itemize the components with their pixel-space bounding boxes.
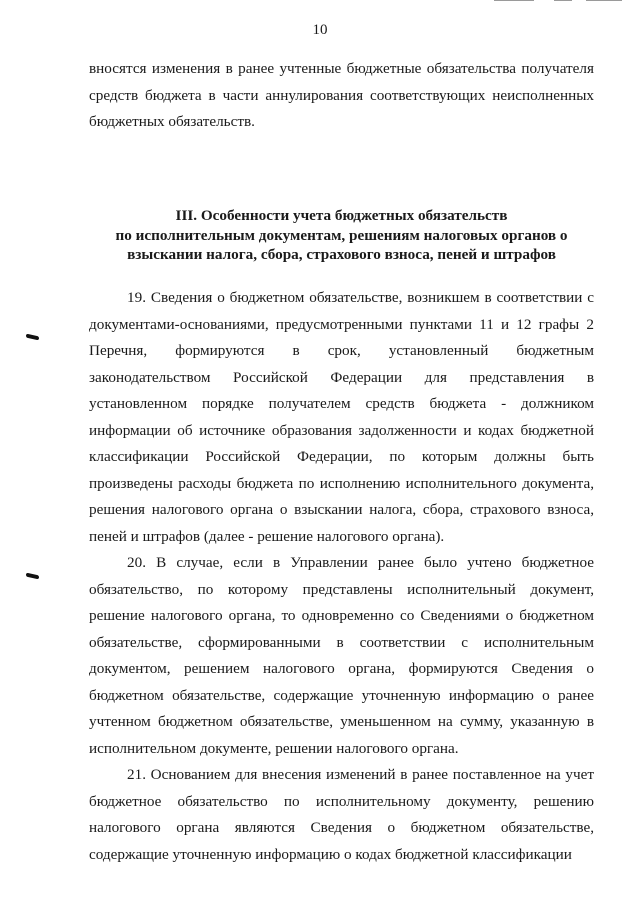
intro-paragraph: вносятся изменения в ранее учтенные бюджетные обязательства получателя средств бюджета в части аннулирования соответствующих неисполненных бюджетных обязательств. bbox=[89, 60, 594, 130]
binding-hole-mark bbox=[26, 573, 39, 580]
section-heading-line-1: III. Особенности учета бюджетных обязательств bbox=[175, 207, 508, 224]
page-number: 10 bbox=[312, 22, 328, 38]
paragraph-20: 20. В случае, если в Управлении ранее было учтено бюджетное обязательство, по которому представлены исполнительный документ, решение налогового органа, то одновременно со Сведениями о бюджетном обязательстве, сформированными в соответствии с исполнительным документом, решением налогового органа, формируются Сведения о бюджетном обязательстве, содержащие уточненную информацию о ранее учтенном бюджетном обязательстве, уменьшенном на сумму, указанную в исполнительном документе, решении налогового органа. bbox=[89, 554, 594, 757]
section-heading-line-2: по исполнительным документам, решениям налоговых органов о bbox=[115, 226, 568, 244]
body-paragraphs bbox=[89, 285, 594, 868]
intro-paragraph-block bbox=[89, 56, 594, 136]
scan-top-marks bbox=[476, 0, 626, 2]
section-heading bbox=[89, 206, 594, 265]
section-heading-line-3: взыскании налога, сбора, страхового взноса, пеней и штрафов bbox=[127, 246, 556, 263]
paragraph-19: 19. Сведения о бюджетном обязательстве, возникшем в соответствии с документами-основаниями, предусмотренными пунктами 11 и 12 графы 2 Перечня, формируются в срок, установленный бюджетным законодательством Российской Федерации для представления в установленном порядке получателем средств бюджета - должником информации об источнике образования задолженности и кодах бюджетной классификации Российской Федерации, по которым должны быть произведены расходы бюджета по исполнению исполнительного документа, решения налогового органа о взыскании налога, сбора, страхового взноса, пеней и штрафов (далее - решение налогового органа). bbox=[89, 289, 594, 545]
binding-hole-mark bbox=[26, 334, 39, 341]
paragraph-21: 21. Основанием для внесения изменений в ранее поставленное на учет бюджетное обязательство по исполнительному документу, решению налогового органа являются Сведения о бюджетном обязательстве, содержащие уточненную информацию о кодах бюджетной классификации bbox=[89, 766, 594, 863]
